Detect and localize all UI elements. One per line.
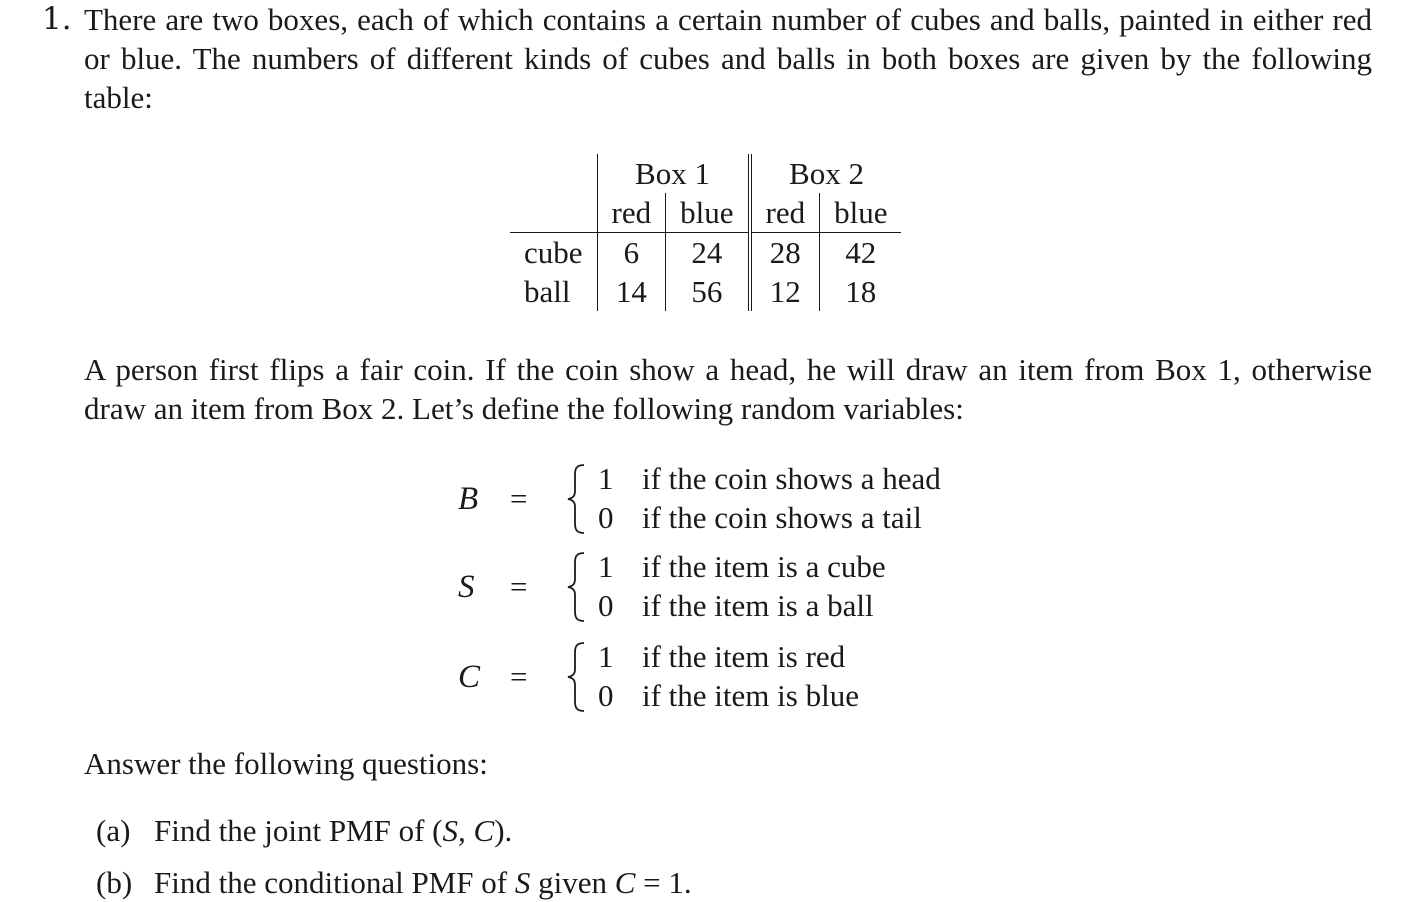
table-cell: 18: [845, 273, 877, 309]
table-header-color: blue: [666, 193, 750, 233]
box-contents-table: [510, 154, 901, 311]
equals-sign: =: [510, 481, 528, 516]
table-row: [510, 272, 901, 311]
question-text: ).: [494, 813, 513, 848]
definition-S: [0, 547, 1412, 627]
middle-paragraph: A person first flips a fair coin. If the coin show a head, he will draw an item from Box 1, otherwise draw an item from Box 2. Let’s define the following random variables:: [84, 352, 1372, 426]
case-value: 1: [598, 461, 614, 496]
table-cell: 28: [750, 233, 820, 273]
table-header-color-row: [510, 193, 901, 233]
definition-variable: S: [458, 569, 475, 605]
definition-case: [598, 547, 886, 586]
case-condition: if the item is red: [642, 639, 846, 674]
left-brace-icon: [566, 551, 588, 623]
question-text: = 1.: [635, 865, 692, 900]
table-cell: 14: [597, 272, 666, 311]
table-row-label: ball: [510, 272, 597, 311]
question-text: Find the conditional PMF of: [154, 865, 515, 900]
table-row: [510, 233, 901, 273]
definition-variable: C: [458, 659, 481, 695]
table-cell: 24: [666, 233, 750, 273]
definition-case: [598, 676, 859, 715]
case-condition: if the coin shows a head: [642, 461, 941, 496]
table-header-box-row: [510, 154, 901, 193]
question-b: [96, 863, 692, 902]
case-condition: if the item is blue: [642, 678, 859, 713]
table-header-color: red: [597, 193, 666, 233]
table-cell: 42: [820, 233, 902, 273]
question-a: [96, 811, 512, 850]
definition-case: [598, 637, 845, 676]
question-label: (a): [96, 813, 131, 848]
definition-variable: B: [458, 481, 479, 517]
question-math: S, C: [442, 813, 495, 848]
case-value: 0: [598, 500, 614, 535]
left-brace-icon: [566, 641, 588, 713]
case-value: 1: [598, 639, 614, 674]
table-header-color: blue: [834, 194, 888, 230]
question-math: S: [514, 865, 531, 900]
case-value: 1: [598, 549, 614, 584]
problem-number: 1.: [42, 1, 72, 37]
definition-C: [0, 637, 1412, 717]
case-condition: if the coin shows a tail: [642, 500, 922, 535]
question-label: (b): [96, 865, 133, 900]
table-header-color: red: [750, 193, 820, 233]
definition-B: [0, 459, 1412, 539]
definition-case: [598, 498, 922, 537]
case-value: 0: [598, 588, 614, 623]
definition-case: [598, 459, 941, 498]
case-condition: if the item is a ball: [642, 588, 874, 623]
table-header-box-1: Box 1: [597, 154, 749, 193]
table-cell: 56: [666, 272, 750, 311]
intro-paragraph: There are two boxes, each of which contains a certain number of cubes and balls, painted in either red or blue. The numbers of different kinds of cubes and balls in both boxes are given by the following table:: [84, 2, 1372, 115]
table-cell: 6: [597, 233, 666, 273]
equals-sign: =: [510, 569, 528, 604]
equals-sign: =: [510, 659, 528, 694]
table-header-box-2: Box 2: [789, 155, 864, 191]
left-brace-icon: [566, 463, 588, 535]
question-text: Find the joint PMF of (: [154, 813, 443, 848]
case-condition: if the item is a cube: [642, 549, 886, 584]
case-value: 0: [598, 678, 614, 713]
question-text: given: [530, 865, 615, 900]
definition-case: [598, 586, 874, 625]
question-math: C: [614, 865, 636, 900]
table-row-label: cube: [510, 233, 597, 273]
questions-intro: Answer the following questions:: [84, 746, 488, 781]
table-cell: 12: [750, 272, 820, 311]
